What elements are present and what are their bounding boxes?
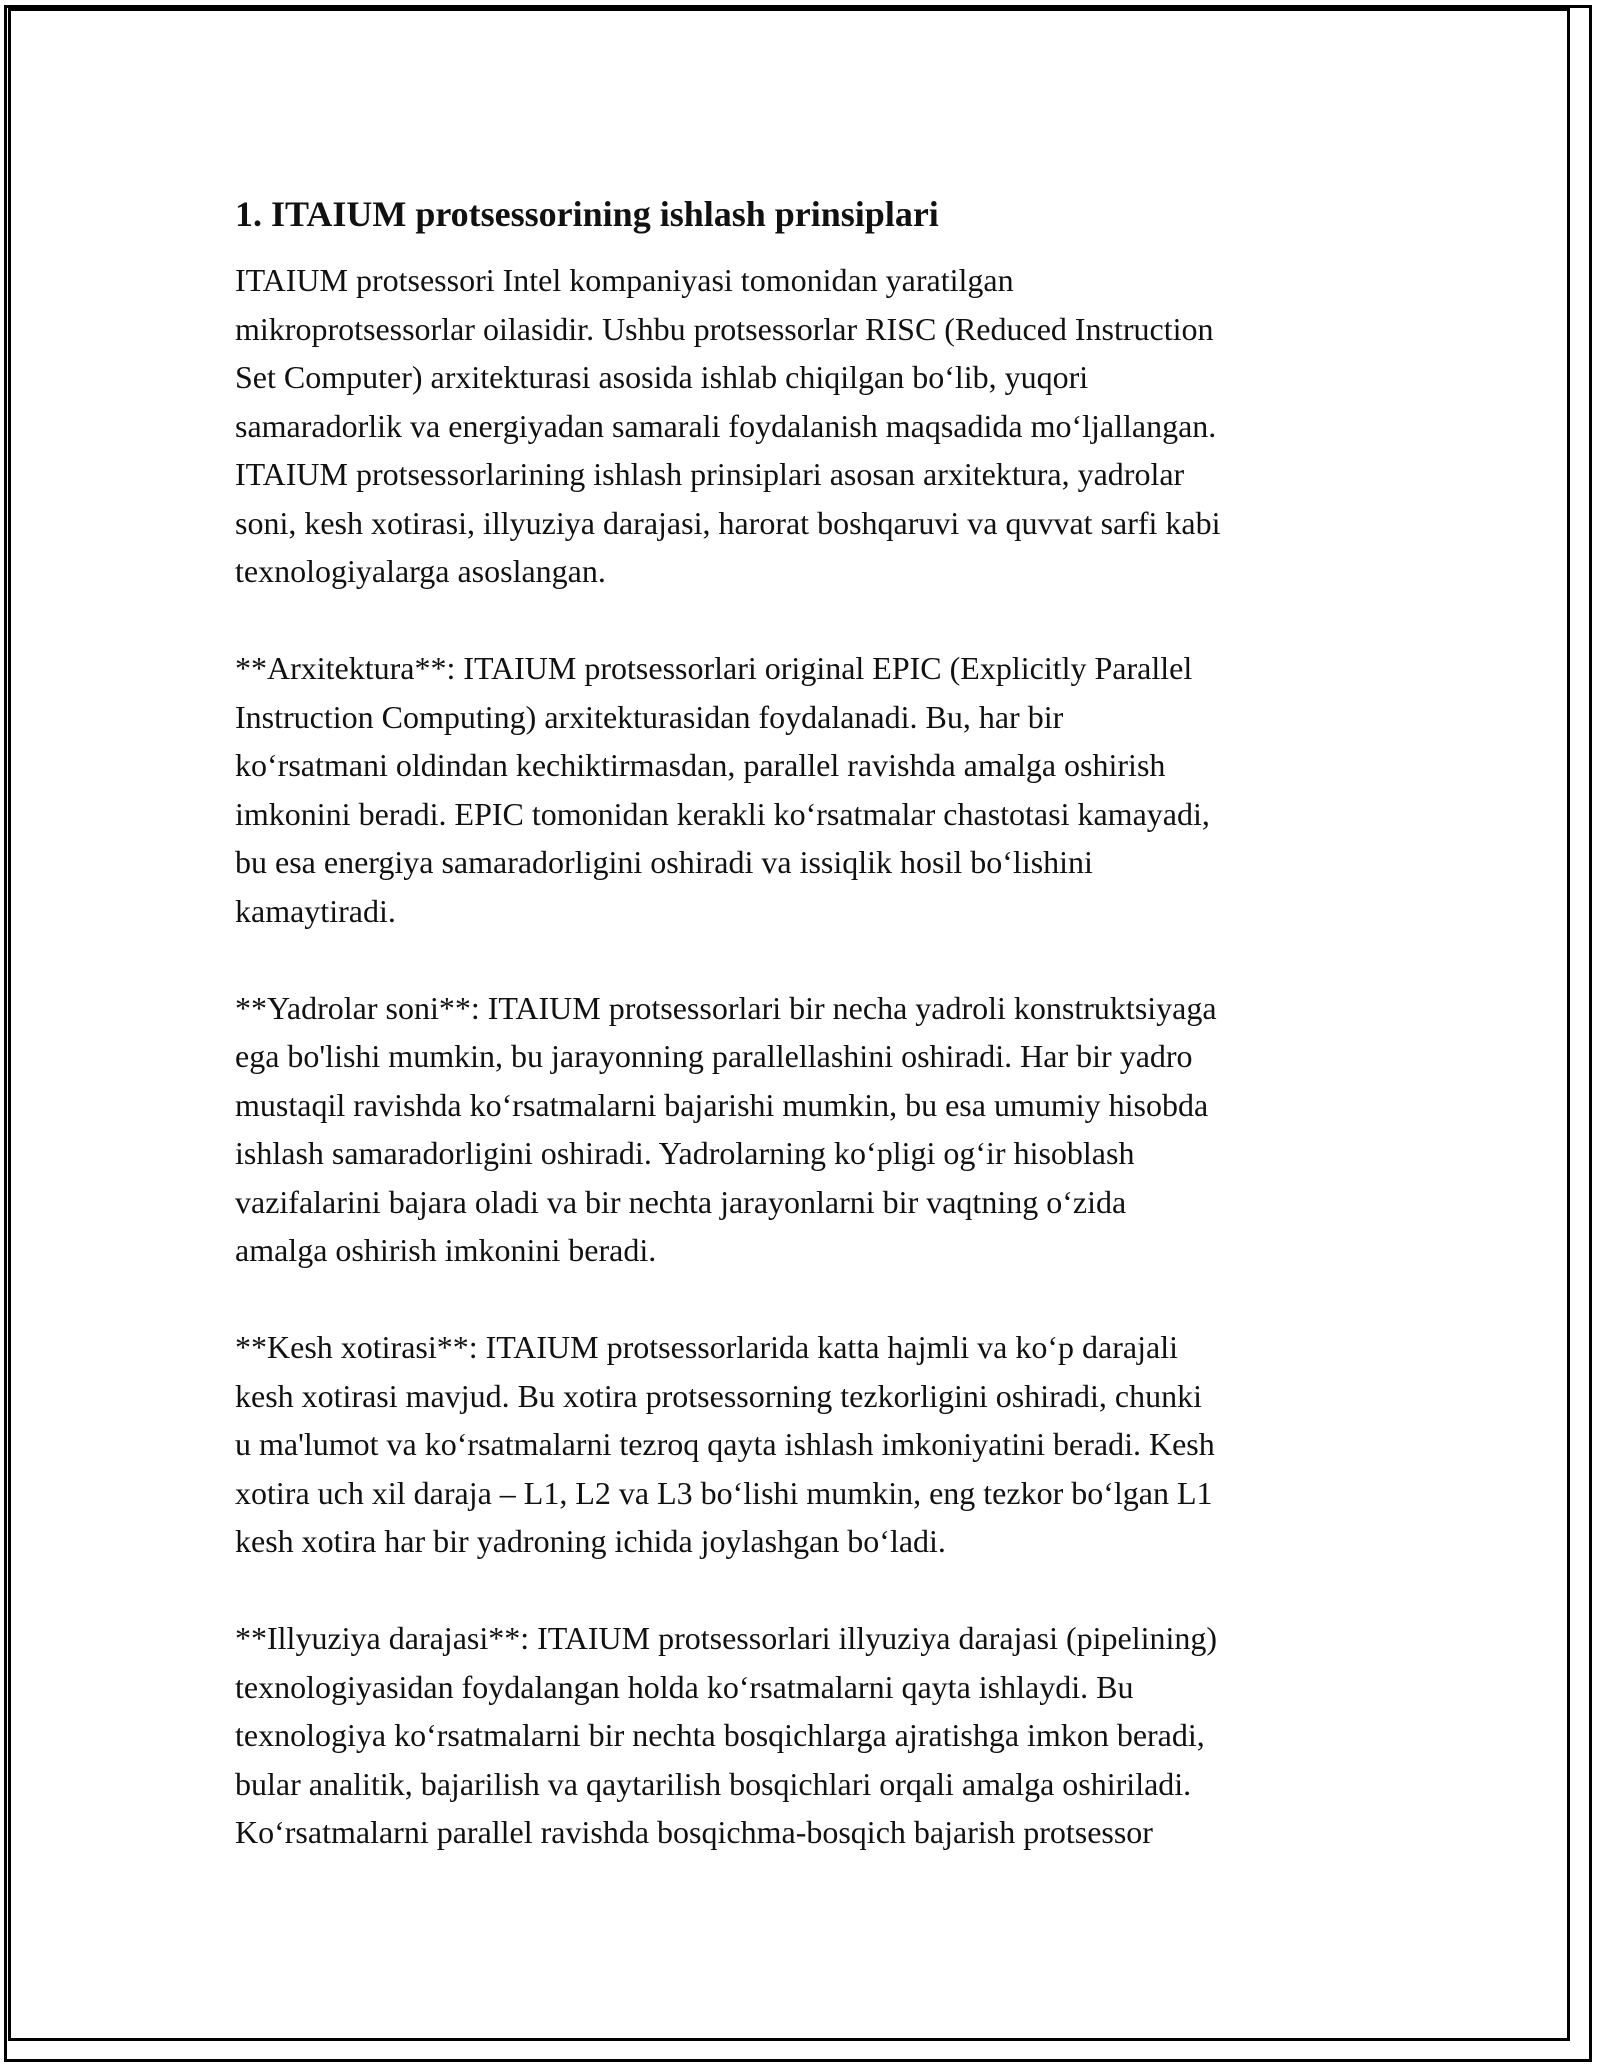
- paragraph-line: kesh xotira har bir yadroning ichida joylashgan bo‘ladi.: [235, 1523, 946, 1559]
- paragraph-line: ITAIUM protsessori Intel kompaniyasi tomonidan yaratilgan: [235, 262, 1014, 298]
- paragraph-line: Set Computer) arxitekturasi asosida ishlab chiqilgan bo‘lib, yuqori: [235, 359, 1089, 395]
- paragraph-line: texnologiyalarga asoslangan.: [235, 553, 606, 589]
- paragraph-line: soni, kesh xotirasi, illyuziya darajasi, harorat boshqaruvi va quvvat sarfi kabi: [235, 504, 1221, 541]
- paragraph-line: Ko‘rsatmalarni parallel ravishda bosqichma-bosqich bajarish protsessor: [235, 1814, 1153, 1850]
- paragraph-line: bular analitik, bajarilish va qaytarilish bosqichlari orqali amalga oshiriladi.: [235, 1765, 1192, 1802]
- paragraph-line: u ma'lumot va ko‘rsatmalarni tezroq qayta ishlash imkoniyatini beradi. Kesh: [235, 1426, 1215, 1462]
- paragraph-line: texnologiya ko‘rsatmalarni bir nechta bosqichlarga ajratishga imkon beradi,: [235, 1717, 1205, 1753]
- paragraph-line: **Arxitektura**: ITAIUM protsessorlari original EPIC (Explicitly Parallel: [235, 650, 1193, 686]
- paragraph-line: ega bo'lishi mumkin, bu jarayonning parallellashini oshiradi. Har bir yadro: [235, 1038, 1193, 1074]
- paragraph-line: ko‘rsatmani oldindan kechiktirmasdan, parallel ravishda amalga oshirish: [235, 747, 1166, 783]
- paragraph: [235, 1323, 1375, 1566]
- paragraph-line: bu esa energiya samaradorligini oshiradi va issiqlik hosil bo‘lishini: [235, 844, 1093, 880]
- paragraph-gap: [235, 1566, 1375, 1615]
- paragraph-line: kesh xotirasi mavjud. Bu xotira protsessorning tezkorligini oshiradi, chunki: [235, 1377, 1202, 1414]
- paragraph-line: amalga oshirish imkonini beradi.: [235, 1232, 657, 1268]
- paragraph-gap: [235, 596, 1375, 645]
- paragraph-line: vazifalarini bajara oladi va bir nechta jarayonlarni bir vaqtning o‘zida: [235, 1183, 1127, 1220]
- paragraph-line: **Illyuziya darajasi**: ITAIUM protsessorlari illyuziya darajasi (pipelining): [235, 1620, 1218, 1656]
- paragraph: [235, 1614, 1375, 1857]
- paragraph: [235, 256, 1375, 596]
- paragraph-list: [235, 256, 1375, 1857]
- section-heading: 1. ITAIUM protsessorining ishlash prinsiplari: [235, 194, 939, 234]
- paragraph-line: **Kesh xotirasi**: ITAIUM protsessorlarida katta hajmli va ko‘p darajali: [235, 1329, 1178, 1365]
- paragraph-line: kamaytiradi.: [235, 892, 396, 929]
- paragraph-gap: [235, 935, 1375, 984]
- paragraph-line: samaradorlik va energiyadan samarali foydalanish maqsadida mo‘ljallangan.: [235, 407, 1217, 444]
- paragraph-line: ITAIUM protsessorlarining ishlash prinsiplari asosan arxitektura, yadrolar: [235, 456, 1185, 492]
- paragraph-line: **Yadrolar soni**: ITAIUM protsessorlari bir necha yadroli konstruktsiyaga: [235, 989, 1217, 1026]
- paragraph-line: ishlash samaradorligini oshiradi. Yadrolarning ko‘pligi og‘ir hisoblash: [235, 1135, 1135, 1171]
- paragraph-line: imkonini beradi. EPIC tomonidan kerakli ko‘rsatmalar chastotasi kamayadi,: [235, 795, 1210, 832]
- paragraph-line: xotira uch xil daraja – L1, L2 va L3 bo‘lishi mumkin, eng tezkor bo‘lgan L1: [235, 1474, 1213, 1511]
- paragraph-line: mikroprotsessorlar oilasidir. Ushbu protsessorlar RISC (Reduced Instruction: [235, 310, 1214, 347]
- paragraph-gap: [235, 1275, 1375, 1324]
- paragraph-line: Instruction Computing) arxitekturasidan foydalanadi. Bu, har bir: [235, 698, 1064, 735]
- paragraph-line: mustaqil ravishda ko‘rsatmalarni bajarishi mumkin, bu esa umumiy hisobda: [235, 1086, 1209, 1123]
- paragraph-line: texnologiyasidan foydalangan holda ko‘rsatmalarni qayta ishlaydi. Bu: [235, 1668, 1134, 1705]
- paragraph: [235, 984, 1375, 1275]
- paragraph: [235, 644, 1375, 935]
- document-body: [235, 188, 1375, 1857]
